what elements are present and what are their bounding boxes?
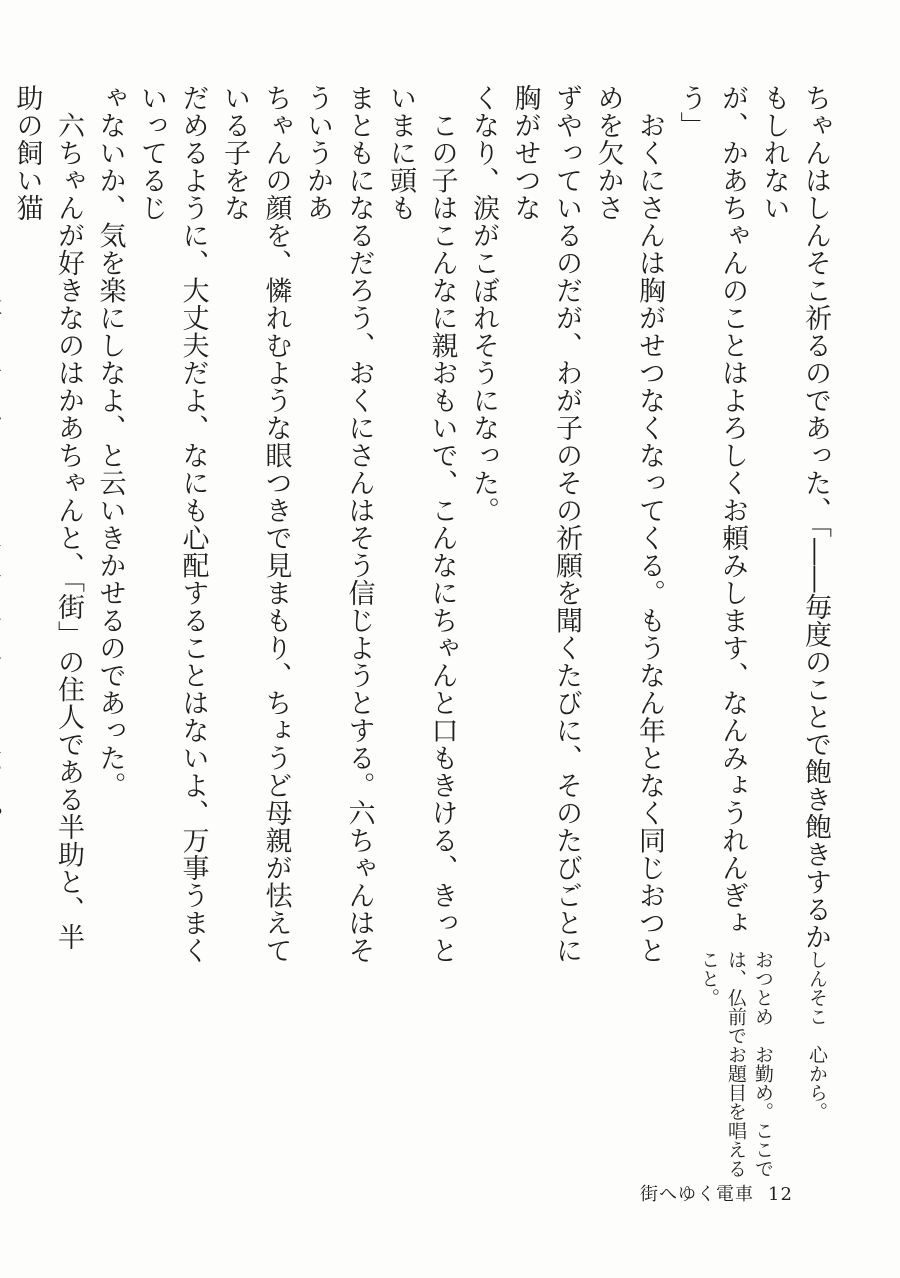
running-title: 街へゆく電車 xyxy=(640,1184,754,1205)
page-footer xyxy=(640,1180,793,1206)
page-number: 12 xyxy=(768,1184,793,1205)
text-line: だめるように、大丈夫だよ、なにも心配することはないよ、万事うまくいってるじ xyxy=(136,84,209,964)
text-line: ゃないか、気を楽にしなよ、と云いきかせるのであった。 xyxy=(94,84,126,799)
text-line: が、かあちゃんのことはよろしくお頼みします、なんみょうれんぎょう」 xyxy=(675,84,748,937)
annotation-notes xyxy=(650,950,830,1200)
note-otsutome-line3: こと。 xyxy=(698,950,720,1007)
text-line: くなり、涙がこぼれそうになった。 xyxy=(468,84,499,524)
text-line xyxy=(0,84,6,964)
text-line: おくにさんは胸がせつなくなってくる。もうなん年となく同じおつとめを欠かさ xyxy=(592,84,665,964)
text-line: この子はこんなに親おもいで、こんなにちゃんと口もきける、きっといまに頭も xyxy=(385,84,458,964)
text-line: ずやっているのだが、わが子のその祈願を聞くたびに、そのたびごとに胸がせつな xyxy=(509,84,582,964)
note-spacer xyxy=(776,950,803,1200)
text-line: まともになるだろう、おくにさんはそう信じようとする。六ちゃんはそういうかあ xyxy=(302,84,375,964)
text-line: ちゃんの顔を、憐れむような眼つきで見まもり、ちょうど母親が怯えている子をな xyxy=(219,84,292,964)
text-line: ちゃんはしんそこ祈るのであった、「――毎度のことで飽き飽きするかもしれない xyxy=(758,84,831,951)
note-otsutome-line2: は、仏前でお題目を唱える xyxy=(725,950,747,1178)
main-text-block xyxy=(11,84,836,964)
note-otsutome-line1: おつとめ お勤め。ここで xyxy=(752,950,774,1178)
text-line: 六ちゃんが好きなのはかあちゃんと、「街」の住人である半助と、半助の飼い猫 xyxy=(11,84,84,951)
note-shinsoko: しんそこ 心から。 xyxy=(806,950,828,1121)
